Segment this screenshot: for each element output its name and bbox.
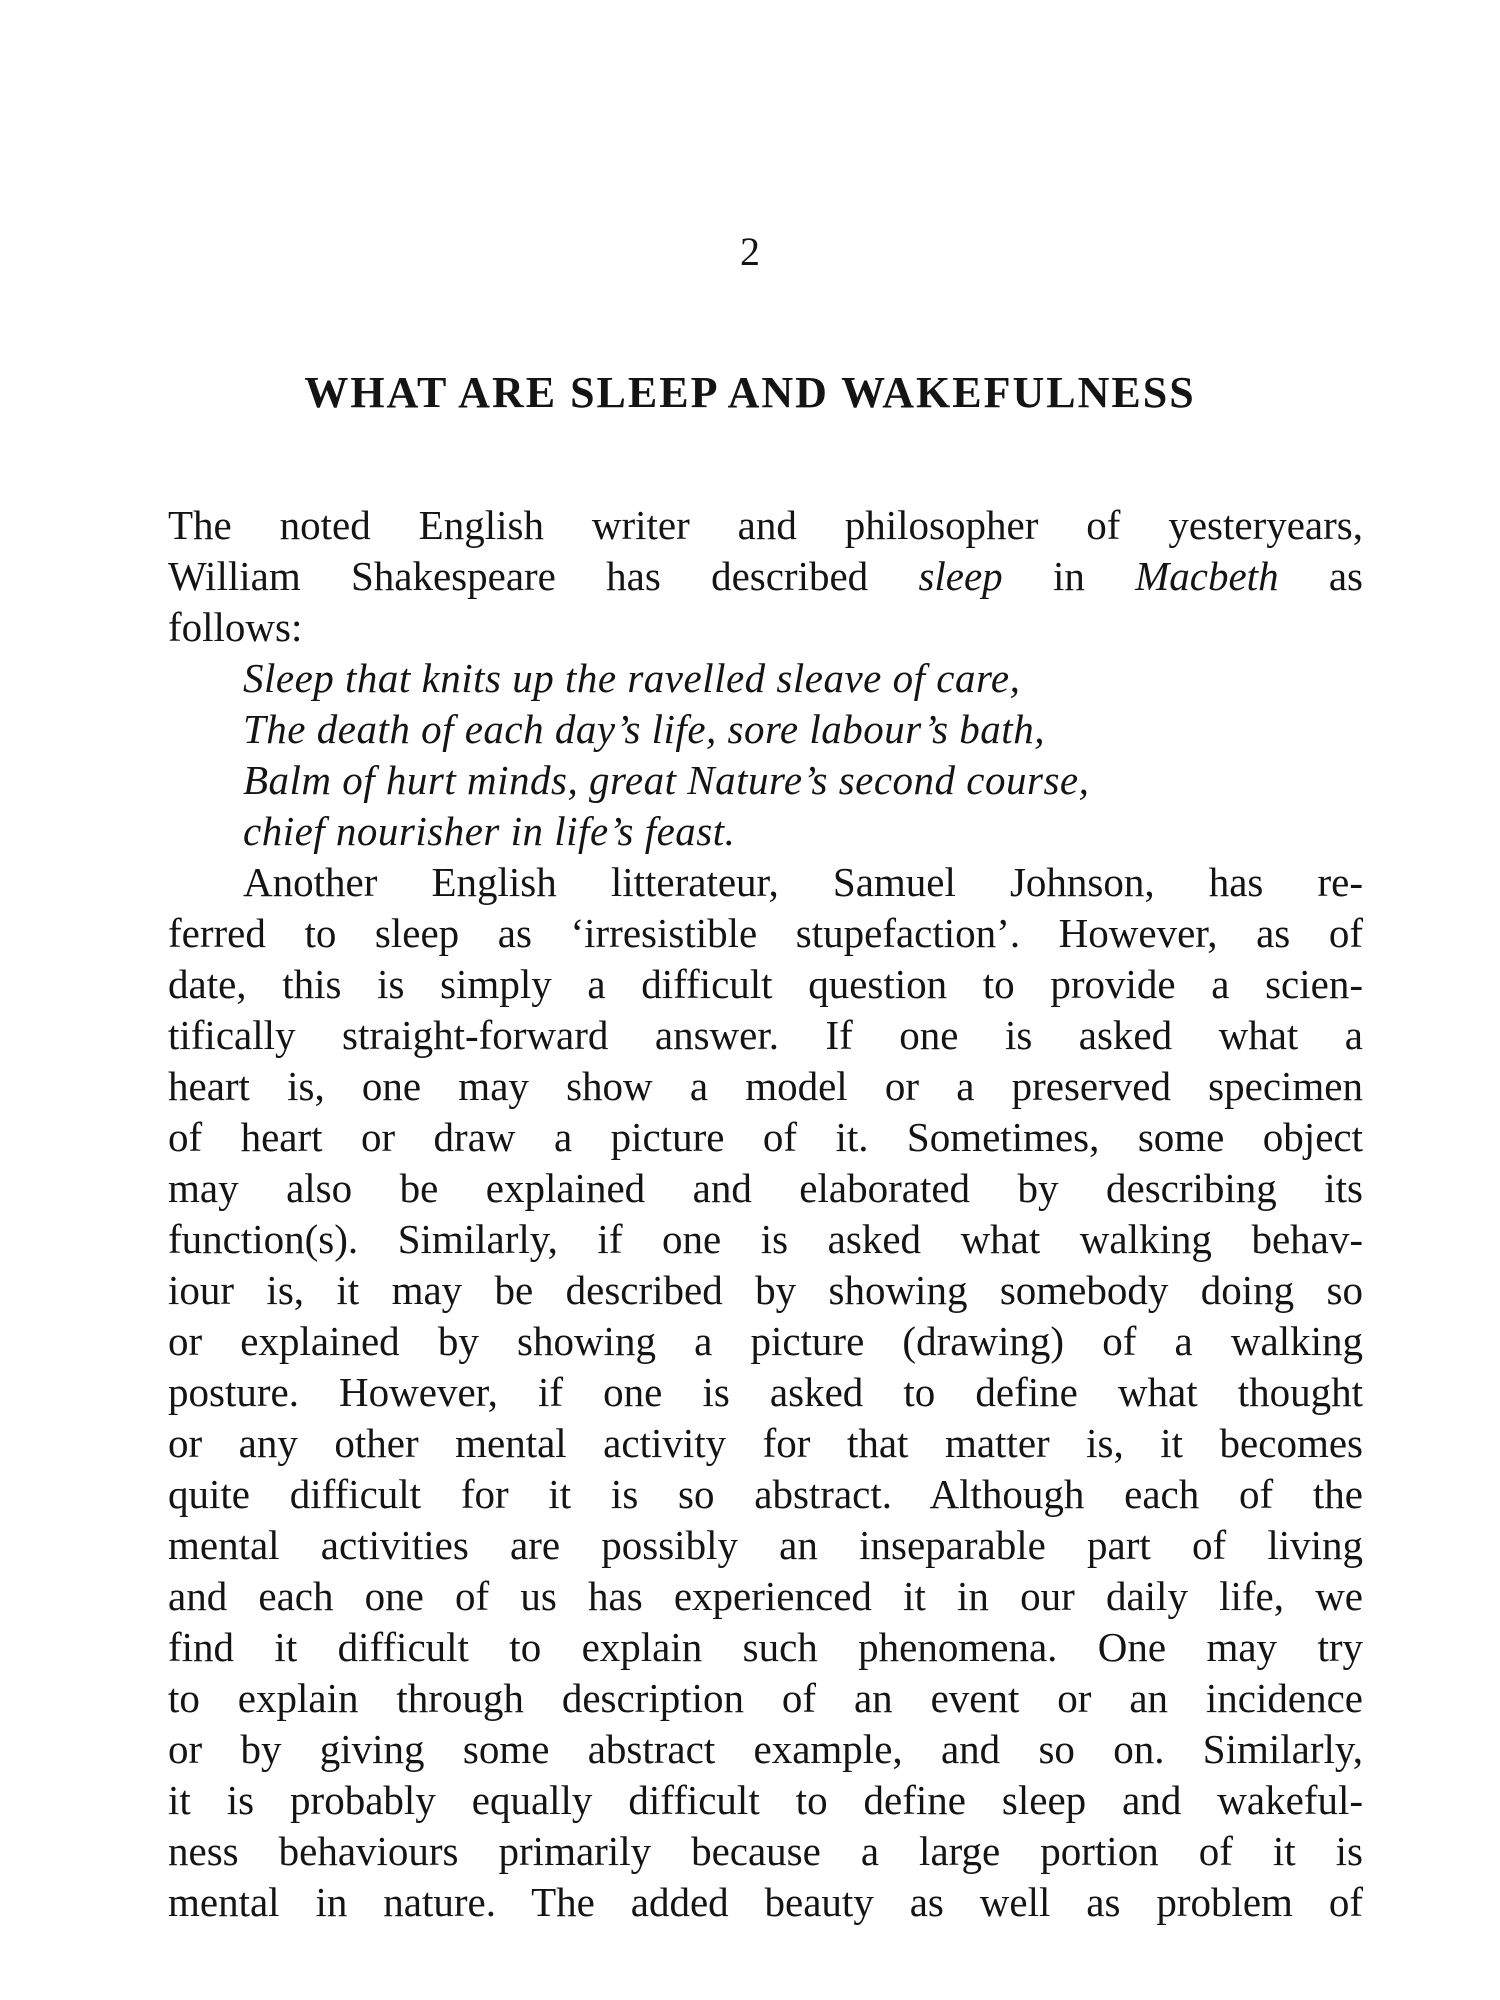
paragraph-line: may also be explained and elaborated by describing its <box>168 1165 1363 1211</box>
paragraph-line: tifically straight-forward answer. If one is asked what a <box>168 1012 1363 1058</box>
intro-text: William Shakespeare has described <box>168 553 919 599</box>
paragraph-line: and each one of us has experienced it in our daily life, we <box>168 1573 1363 1619</box>
chapter-title: WHAT ARE SLEEP AND WAKEFULNESS <box>304 368 1196 417</box>
paragraph-line: heart is, one may show a model or a preserved specimen <box>168 1063 1363 1109</box>
intro-text: in <box>1002 553 1136 599</box>
paragraph-line: mental in nature. The added beauty as well as problem of <box>168 1879 1363 1925</box>
paragraph-line: date, this is simply a difficult question to provide a scien- <box>168 961 1363 1007</box>
paragraph-line: Another English litterateur, Samuel Johnson, has re- <box>243 859 1363 905</box>
paragraph-line: ness behaviours primarily because a large portion of it is <box>168 1828 1363 1874</box>
paragraph-line: it is probably equally difficult to define sleep and wakeful- <box>168 1777 1363 1823</box>
quote-line: Balm of hurt minds, great Nature’s second course, <box>243 757 1090 803</box>
paragraph-line: iour is, it may be described by showing somebody doing so <box>168 1267 1363 1313</box>
paragraph-line: posture. However, if one is asked to define what thought <box>168 1369 1363 1415</box>
intro-line-1: The noted English writer and philosopher of yesteryears, <box>168 502 1363 548</box>
paragraph-line: or by giving some abstract example, and so on. Similarly, <box>168 1726 1363 1772</box>
paragraph-line: function(s). Similarly, if one is asked what walking behav- <box>168 1216 1363 1262</box>
paragraph-line: of heart or draw a picture of it. Sometimes, some object <box>168 1114 1363 1160</box>
italic-sleep: sleep <box>918 553 1003 599</box>
intro-line-3: follows: <box>168 604 303 650</box>
quote-line: chief nourisher in life’s feast. <box>243 808 736 854</box>
quote-line: The death of each day’s life, sore labour’s bath, <box>243 706 1045 752</box>
italic-macbeth: Macbeth <box>1135 553 1279 599</box>
paragraph-line: or explained by showing a picture (drawing) of a walking <box>168 1318 1363 1364</box>
body-text <box>168 500 1363 1928</box>
chapter-number: 2 <box>740 229 760 274</box>
intro-line-2 <box>168 551 1363 602</box>
shakespeare-quote <box>168 653 1363 857</box>
paragraph-line: ferred to sleep as ‘irresistible stupefaction’. However, as of <box>168 910 1363 956</box>
paragraph-line: to explain through description of an event or an incidence <box>168 1675 1363 1721</box>
quote-line: Sleep that knits up the ravelled sleave of care, <box>243 655 1021 701</box>
intro-text: as <box>1278 553 1363 599</box>
paragraph-line: find it difficult to explain such phenomena. One may try <box>168 1624 1363 1670</box>
paragraph-line: mental activities are possibly an inseparable part of living <box>168 1522 1363 1568</box>
paragraph-line: quite difficult for it is so abstract. Although each of the <box>168 1471 1363 1517</box>
paragraph-line: or any other mental activity for that matter is, it becomes <box>168 1420 1363 1466</box>
main-paragraph <box>168 857 1363 1928</box>
